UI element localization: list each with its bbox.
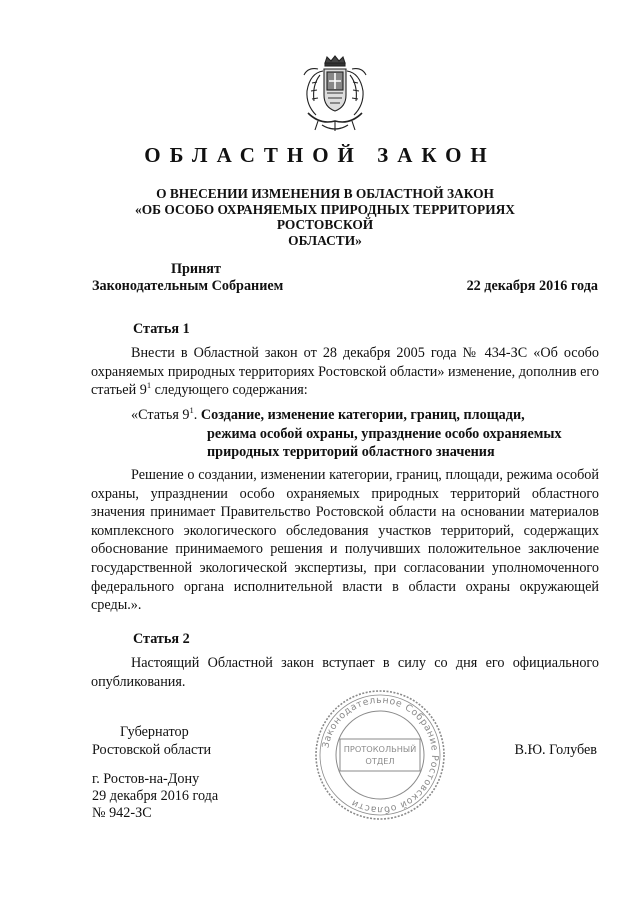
signatory-region: Ростовской области	[92, 742, 212, 758]
article-9-1-title-line: режима особой охраны, упразднение особо охраняемых	[207, 426, 562, 442]
signatory-title: Губернатор	[120, 724, 189, 740]
article-2-heading: Статья 2	[133, 631, 190, 647]
adoption-date: 22 декабря 2016 года	[466, 278, 598, 294]
article-1-heading: Статья 1	[133, 321, 190, 337]
article-9-1-body: Решение о создании, изменении категории, границ, площади, режима особой охраны, упразднении особо охраняемых природных территорий областного значения принимает Правительство Ростовской области на основании материалов комплексного экологического обследования участков территорий, содержащих обоснование принимаемого решения и получивших положительное заключение государственной экологической экспертизы, при согласовании уполномоченного федерального органа исполнительной власти в области охраны окружающей среды.».	[91, 467, 599, 614]
coat-of-arms-icon	[298, 55, 372, 133]
subtitle-line: «ОБ ОСОБО ОХРАНЯЕМЫХ ПРИРОДНЫХ ТЕРРИТОРИЯХ РОСТОВСКОЙ	[135, 201, 515, 232]
article-9-1-title-line: Создание, изменение категории, границ, площади,	[200, 407, 525, 423]
article-1-text-main: Внести в Областной закон от 28 декабря 2005 года № 434-ЗС «Об особо охраняемых природных территориях Ростовской области» изменение, дополнив его статьей 9	[91, 345, 599, 399]
adopted-label: Принят	[171, 261, 221, 277]
subtitle-line: О ВНЕСЕНИИ ИЗМЕНЕНИЯ В ОБЛАСТНОЙ ЗАКОН	[156, 186, 494, 201]
article-9-1-title-line: природных территорий областного значения	[207, 443, 495, 460]
article-9-1-title-rest	[207, 426, 562, 461]
article-2-text: Настоящий Областной закон вступает в силу со дня его официального опубликования.	[91, 655, 599, 690]
article-1-text-tail: следующего содержания:	[151, 382, 308, 399]
stamp-center-line: ПРОТОКОЛЬНЫЙ	[343, 744, 417, 754]
law-title: ОБЛАСТНОЙ ЗАКОН	[144, 143, 496, 167]
subtitle-line: ОБЛАСТИ»	[288, 232, 362, 248]
article-9-1-label: «Статья 9	[131, 407, 190, 423]
law-number: № 942-ЗС	[92, 805, 152, 822]
signatory-name: В.Ю. Голубев	[514, 742, 597, 758]
article-1-text	[91, 344, 599, 400]
article-9-1-superscript: 1	[189, 405, 194, 415]
city: г. Ростов-на-Дону	[92, 771, 200, 787]
law-subtitle	[95, 186, 555, 248]
stamp-ring-text: Законодательное Собрание Ростовской области	[320, 694, 441, 816]
stamp-center-line: ОТДЕЛ	[365, 756, 395, 766]
signing-date: 29 декабря 2016 года	[92, 788, 219, 805]
adopted-by: Законодательным Собранием	[92, 278, 284, 294]
seal-stamp-icon	[313, 688, 447, 822]
article-9-1-title: «Статья $9^1$. Создание, изменение категории, границ, площади,	[131, 405, 525, 423]
place-and-date	[92, 771, 218, 823]
article-number-superscript: 1	[146, 380, 152, 391]
